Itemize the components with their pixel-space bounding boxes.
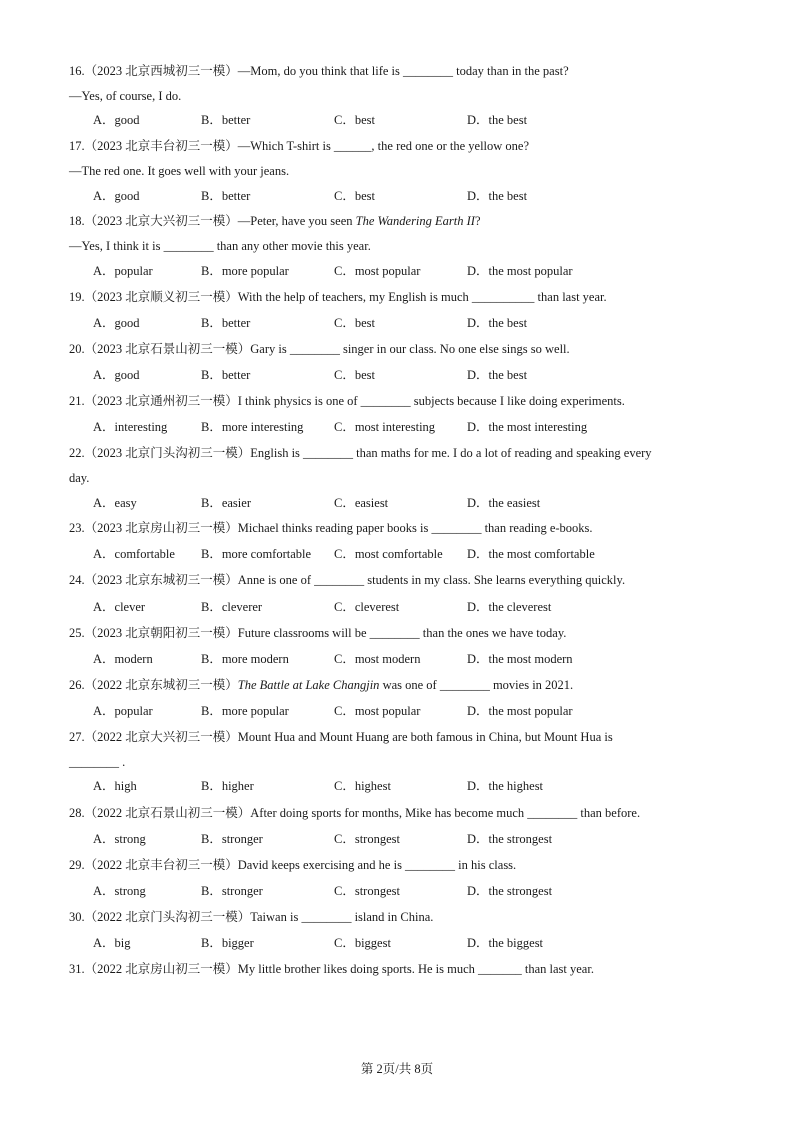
answer-option-b: B．bigger	[201, 936, 254, 950]
answer-option-a: A．strong	[93, 884, 146, 898]
answer-option-a: A．big	[93, 936, 131, 950]
answer-option-d: D．the easiest	[467, 496, 541, 510]
answer-option-b: B．stronger	[201, 884, 263, 898]
question-stem: 23.（2023 北京房山初三一模）Michael thinks reading paper books is ________ than reading e-books.	[69, 521, 593, 535]
question-stem: 19.（2023 北京顺义初三一模）With the help of teachers, my English is much __________ than last year.	[69, 290, 607, 304]
answer-option-a: A．good	[93, 113, 140, 127]
question-stem-continued: day.	[69, 471, 90, 485]
question-stem: 17.（2023 北京丰台初三一模）—Which T-shirt is ______, the red one or the yellow one?	[69, 139, 530, 153]
answer-option-c: C．easiest	[334, 496, 389, 510]
answer-option-a: A．easy	[93, 496, 137, 510]
answer-option-b: B．more popular	[201, 264, 289, 278]
answer-option-d: D．the most modern	[467, 652, 573, 666]
question-stem: 28.（2022 北京石景山初三一模）After doing sports for months, Mike has become much ________ than before.	[69, 806, 641, 820]
answer-option-d: D．the most interesting	[467, 420, 588, 434]
question-stem: 27.（2022 北京大兴初三一模）Mount Hua and Mount Huang are both famous in China, but Mount Hua is	[69, 730, 613, 744]
answer-option-a: A．popular	[93, 264, 153, 278]
question-stem: 25.（2023 北京朝阳初三一模）Future classrooms will be ________ than the ones we have today.	[69, 626, 567, 640]
answer-option-d: D．the most popular	[467, 264, 573, 278]
answer-option-c: C．best	[334, 113, 375, 127]
answer-option-b: B．more comfortable	[201, 547, 312, 561]
answer-option-a: A．modern	[93, 652, 153, 666]
answer-option-a: A．interesting	[93, 420, 168, 434]
answer-option-b: B．better	[201, 316, 251, 330]
answer-option-d: D．the best	[467, 316, 528, 330]
answer-option-a: A．high	[93, 779, 137, 793]
question-stem: 16.（2023 北京西城初三一模）—Mom, do you think that life is ________ today than in the past?	[69, 64, 569, 78]
answer-option-b: B．more interesting	[201, 420, 304, 434]
answer-option-d: D．the strongest	[467, 884, 553, 898]
question-stem: 22.（2023 北京门头沟初三一模）English is ________ than maths for me. I do a lot of reading and speaking every	[69, 446, 652, 460]
question-stem: 21.（2023 北京通州初三一模）I think physics is one of ________ subjects because I like doing experiments.	[69, 394, 625, 408]
question-stem: 24.（2023 北京东城初三一模）Anne is one of ________ students in my class. She learns everything quickly.	[69, 573, 626, 587]
answer-option-d: D．the most popular	[467, 704, 573, 718]
question-stem: 18.（2023 北京大兴初三一模）—Peter, have you seen The Wandering Earth II?	[69, 214, 481, 228]
question-stem-continued: —Yes, of course, I do.	[69, 89, 182, 103]
answer-option-d: D．the most comfortable	[467, 547, 595, 561]
answer-option-c: C．most comfortable	[334, 547, 443, 561]
answer-option-c: C．best	[334, 368, 375, 382]
answer-option-b: B．better	[201, 368, 251, 382]
answer-option-d: D．the strongest	[467, 832, 553, 846]
question-stem-continued: —Yes, I think it is ________ than any other movie this year.	[69, 239, 371, 253]
page-footer: 第 2页/共 8页	[360, 1062, 434, 1076]
answer-option-a: A．good	[93, 316, 140, 330]
answer-option-a: A．comfortable	[93, 547, 175, 561]
answer-option-d: D．the best	[467, 189, 528, 203]
question-stem: 30.（2022 北京门头沟初三一模）Taiwan is ________ island in China.	[69, 910, 434, 924]
question-stem-continued: ________ .	[69, 755, 126, 769]
answer-option-b: B．more popular	[201, 704, 289, 718]
answer-option-b: B．stronger	[201, 832, 263, 846]
answer-option-a: A．popular	[93, 704, 153, 718]
answer-option-c: C．best	[334, 189, 375, 203]
answer-option-c: C．strongest	[334, 832, 400, 846]
question-stem: 29.（2022 北京丰台初三一模）David keeps exercising and he is ________ in his class.	[69, 858, 517, 872]
answer-option-c: C．cleverest	[334, 600, 400, 614]
answer-option-c: C．most popular	[334, 704, 421, 718]
answer-option-d: D．the best	[467, 368, 528, 382]
answer-option-d: D．the cleverest	[467, 600, 552, 614]
answer-option-d: D．the biggest	[467, 936, 544, 950]
answer-option-b: B．higher	[201, 779, 254, 793]
question-stem-continued: —The red one. It goes well with your jeans.	[69, 164, 290, 178]
question-stem: 31.（2022 北京房山初三一模）My little brother likes doing sports. He is much _______ than last year.	[69, 962, 594, 976]
answer-option-c: C．most popular	[334, 264, 421, 278]
answer-option-a: A．good	[93, 368, 140, 382]
answer-option-c: C．most interesting	[334, 420, 436, 434]
answer-option-b: B．better	[201, 113, 251, 127]
answer-option-d: D．the best	[467, 113, 528, 127]
answer-option-c: C．highest	[334, 779, 391, 793]
question-stem: 26.（2022 北京东城初三一模）The Battle at Lake Changjin was one of ________ movies in 2021.	[69, 678, 574, 692]
answer-option-b: B．cleverer	[201, 600, 263, 614]
answer-option-a: A．good	[93, 189, 140, 203]
answer-option-c: C．biggest	[334, 936, 391, 950]
answer-option-c: C．best	[334, 316, 375, 330]
answer-option-a: A．strong	[93, 832, 146, 846]
question-stem: 20.（2023 北京石景山初三一模）Gary is ________ singer in our class. No one else sings so well.	[69, 342, 570, 356]
answer-option-c: C．most modern	[334, 652, 421, 666]
answer-option-b: B．more modern	[201, 652, 289, 666]
answer-option-d: D．the highest	[467, 779, 544, 793]
answer-option-a: A．clever	[93, 600, 146, 614]
answer-option-b: B．easier	[201, 496, 251, 510]
answer-option-c: C．strongest	[334, 884, 400, 898]
answer-option-b: B．better	[201, 189, 251, 203]
